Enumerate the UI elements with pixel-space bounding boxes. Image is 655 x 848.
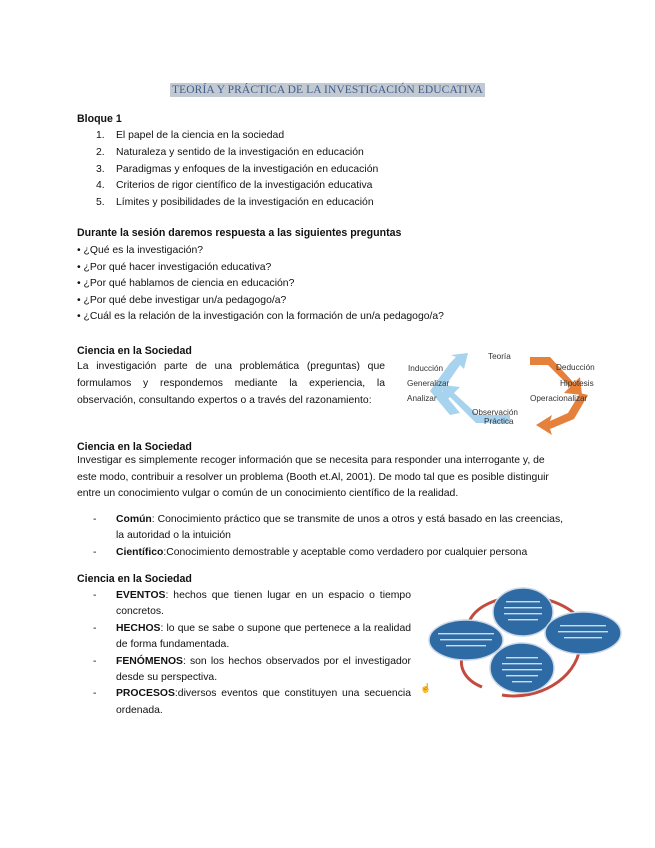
fenomenos-bubble [490, 643, 554, 693]
preguntas-list [77, 243, 444, 326]
page-title: TEORÍA Y PRÁCTICA DE LA INVESTIGACIÓN EDUCATIVA [172, 84, 483, 96]
list-item: • ¿Cuál es la relación de la investigación con la formación de un/a pedagogo/a? [77, 311, 444, 323]
bloque-list [96, 128, 378, 212]
hand-icon: ☝ [420, 683, 432, 693]
list-item: • ¿Por qué debe investigar un/a pedagogo/a? [77, 294, 287, 306]
list-item: • ¿Por qué hacer investigación educativa? [77, 261, 272, 273]
section-heading: Ciencia en la Sociedad [77, 345, 192, 357]
preguntas-heading: Durante la sesión daremos respuesta a las siguientes preguntas [77, 227, 402, 239]
conocimiento-list [93, 512, 583, 561]
list-item: - HECHOS: lo que se sabe o supone que pertenece a la realidad de forma fundamentada. [93, 622, 411, 651]
generalizar-label: Generalizar [407, 379, 450, 388]
list-item: • ¿Qué es la investigación? [77, 245, 204, 256]
section-heading: Ciencia en la Sociedad [77, 441, 192, 453]
operacionalizar-label: Operacionalizar [530, 394, 588, 403]
induccion-label: Inducción [408, 364, 444, 373]
conceptos-list [93, 588, 411, 719]
list-item: - PROCESOS:diversos eventos que constituyen una secuencia ordenada. [93, 688, 411, 716]
list-item: - EVENTOS: hechos que tienen lugar en un espacio o tiempo concretos. [93, 590, 411, 618]
section-paragraph: Investigar es simplemente recoger información que se necesita para responder una interrogante y, de este modo, contribuir a resolver un problema (Booth et.Al, 2001). De modo tal que es posible distinguir entre un conocimiento vulgar o común de un conocimiento científico de la realidad. [77, 455, 549, 499]
list-item: - FENÓMENOS: son los hechos observados por el investigador desde su perspectiva. [93, 655, 411, 684]
list-item: 4. Criterios de rigor científico de la investigación educativa [96, 180, 373, 192]
list-item: - Científico:Conocimiento demostrable y aceptable como verdadero por cualquier persona [93, 546, 528, 558]
bloque-heading: Bloque 1 [77, 113, 122, 125]
list-item: • ¿Por qué hablamos de ciencia en educación? [77, 278, 295, 290]
list-item: 2. Naturaleza y sentido de la investigación en educación [96, 146, 364, 158]
deduccion-label: Deducción [556, 363, 595, 372]
teoria-label: Teoría [488, 352, 511, 361]
hipotesis-label: Hipótesis [560, 379, 594, 388]
concept-bubble-diagram [418, 583, 623, 705]
list-item: - Común: Conocimiento práctico que se transmite de unos a otros y está basado en las creencias, la autoridad o la intuición [93, 514, 564, 542]
analizar-label: Analizar [407, 394, 437, 403]
list-item: 5. Límites y posibilidades de la investigación en educación [96, 197, 374, 209]
list-item: 3. Paradigmas y enfoques de la investigación en educación [96, 163, 379, 175]
research-cycle-diagram [398, 345, 613, 435]
practica-label: Práctica [484, 417, 514, 426]
section-paragraph: La investigación parte de una problemática (preguntas) que formulamos y respondemos mediante la experiencia, la observación, consultando expertos o a través del razonamiento: [77, 361, 385, 406]
section-heading: Ciencia en la Sociedad [77, 573, 192, 585]
observacion-label: Observación [472, 408, 518, 417]
list-item: 1. El papel de la ciencia en la sociedad [96, 130, 285, 141]
hechos-bubble [545, 612, 621, 654]
eventos-bubble [493, 588, 553, 636]
